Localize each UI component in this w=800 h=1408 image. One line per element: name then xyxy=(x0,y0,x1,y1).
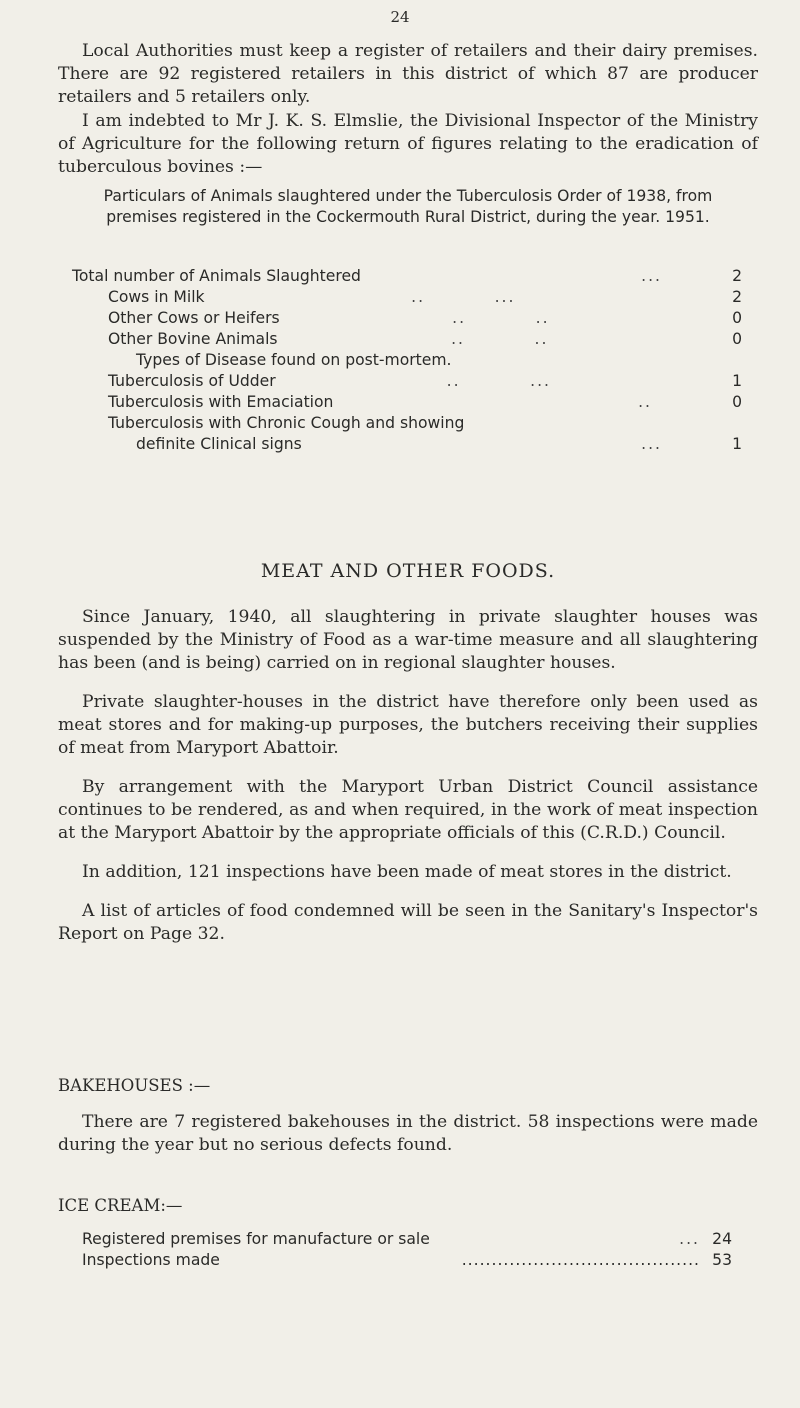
particulars-title-block xyxy=(78,186,738,228)
row-value: 24 xyxy=(712,1230,732,1248)
meat-heading: MEAT AND OTHER FOODS. xyxy=(260,560,556,582)
bakehouses-heading: BAKEHOUSES :— xyxy=(58,1076,211,1095)
row-value: 0 xyxy=(732,309,742,327)
row-dots: ... xyxy=(641,267,662,285)
table-row xyxy=(72,308,742,329)
row-value: 2 xyxy=(732,288,742,306)
row-label: Tuberculosis with Chronic Cough and showing xyxy=(108,414,465,432)
meat-paragraph-3: By arrangement with the Maryport Urban District Council assistance continues to be rendered, as and when required, in the work of meat inspection at the Maryport Abattoir by the appropriate officials of this (C.R.D.) Council. xyxy=(58,777,758,843)
table-row xyxy=(82,1229,732,1250)
table-row xyxy=(72,413,742,434)
particulars-title: Particulars of Animals slaughtered under the Tuberculosis Order of 1938, from premises registered in the Cockermouth Rural District, during the year. 1951. xyxy=(103,187,713,226)
meat-section xyxy=(58,606,758,946)
meat-paragraph-2: Private slaughter-houses in the district have therefore only been used as meat stores and for making-up purposes, the butchers receiving their supplies of meat from Maryport Abattoir. xyxy=(58,692,758,758)
table-row xyxy=(82,1250,732,1271)
table-row xyxy=(72,371,742,392)
row-value: 1 xyxy=(732,435,742,453)
icecream-heading: ICE CREAM:— xyxy=(58,1196,183,1215)
row-value: 0 xyxy=(732,330,742,348)
table-row xyxy=(72,287,742,308)
bakehouses-section xyxy=(58,1074,758,1157)
row-label: Registered premises for manufacture or sale xyxy=(82,1230,430,1248)
row-label: Tuberculosis of Udder xyxy=(108,372,276,390)
row-value: 1 xyxy=(732,372,742,390)
intro-paragraph-block xyxy=(58,40,758,109)
row-dots: .. .. xyxy=(451,330,549,348)
row-label: Inspections made xyxy=(82,1251,220,1269)
types-heading-row xyxy=(72,350,742,371)
row-dots: .. ... xyxy=(411,288,516,306)
row-dots: ........................................ xyxy=(461,1251,700,1269)
row-value: 53 xyxy=(712,1251,732,1269)
row-label: definite Clinical signs xyxy=(136,435,302,453)
indebted-paragraph-block xyxy=(58,110,758,179)
icecream-table xyxy=(58,1229,732,1271)
row-label: Other Bovine Animals xyxy=(108,330,278,348)
row-label: Other Cows or Heifers xyxy=(108,309,280,327)
icecream-section xyxy=(58,1194,758,1271)
table-row xyxy=(72,392,742,413)
row-label: Total number of Animals Slaughtered xyxy=(72,267,361,285)
meat-paragraph-1: Since January, 1940, all slaughtering in private slaughter houses was suspended by the Ministry of Food as a war-time measure and all slaughtering has been (and is being) carried on in regional slaughter houses. xyxy=(58,607,758,673)
meat-heading-block xyxy=(58,560,758,583)
row-dots: .. xyxy=(638,393,652,411)
bakehouses-paragraph: There are 7 registered bakehouses in the district. 58 inspections were made during the year but no serious defects found. xyxy=(58,1112,758,1155)
row-dots: .. ... xyxy=(446,372,552,390)
table-row xyxy=(72,434,742,455)
meat-paragraph-5: A list of articles of food condemned will be seen in the Sanitary's Inspector's Report on Page 32. xyxy=(58,901,758,944)
indebted-paragraph: I am indebted to Mr J. K. S. Elmslie, the Divisional Inspector of the Ministry of Agriculture for the following return of figures relating to the eradication of tuberculous bovines :— xyxy=(58,111,758,177)
row-value: 2 xyxy=(732,267,742,285)
slaughter-table xyxy=(72,266,742,455)
table-row xyxy=(72,266,742,287)
row-label: Tuberculosis with Emaciation xyxy=(108,393,334,411)
types-heading: Types of Disease found on post-mortem. xyxy=(136,351,452,369)
table-row xyxy=(72,329,742,350)
row-value: 0 xyxy=(732,393,742,411)
meat-paragraph-4: In addition, 121 inspections have been made of meat stores in the district. xyxy=(82,862,732,882)
page-number: 24 xyxy=(390,8,410,26)
intro-paragraph: Local Authorities must keep a register of retailers and their dairy premises. There are 92 registered retailers in this district of which 87 are producer retailers and 5 retailers only. xyxy=(58,41,758,107)
row-dots: ... xyxy=(641,435,662,453)
row-dots: .. .. xyxy=(452,309,550,327)
row-label: Cows in Milk xyxy=(108,288,205,306)
row-dots: ... xyxy=(679,1230,700,1248)
